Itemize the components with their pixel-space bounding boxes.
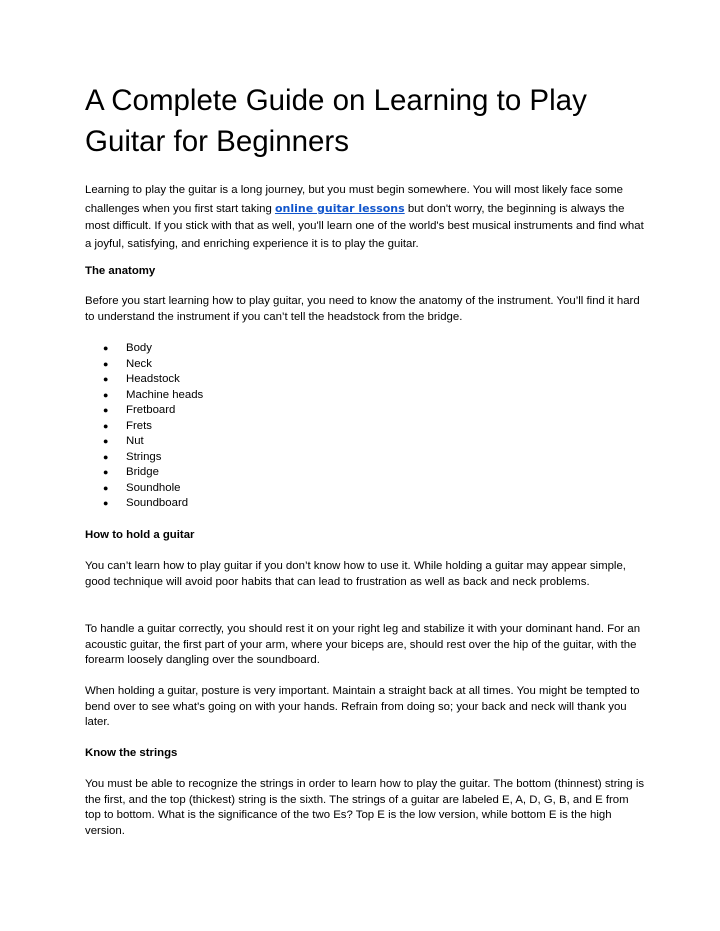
bullet-icon: ●	[103, 498, 109, 508]
list-item-label: Bridge	[126, 466, 159, 478]
list-item	[85, 403, 203, 419]
list-item	[85, 372, 203, 388]
bullet-icon: ●	[103, 405, 109, 415]
bullet-icon: ●	[103, 420, 109, 431]
list-item	[85, 419, 203, 435]
list-item	[85, 357, 203, 373]
list-item-label: Nut	[126, 435, 144, 447]
hold-paragraph-1: You can’t learn how to play guitar if you don’t know how to use it. While holding a guitar may appear simple, good technique will avoid poor habits that can lead to frustration as well as back and neck problems.	[85, 560, 626, 588]
guitar-parts-list	[85, 341, 203, 512]
list-item	[85, 434, 203, 450]
bullet-icon: ●	[103, 374, 109, 384]
list-item	[85, 450, 203, 466]
hold-paragraph-2: To handle a guitar correctly, you should rest it on your right leg and stabilize it with your dominant hand. For an acoustic guitar, the first part of your arm, where your biceps are, should rest over the hip of the guitar, with the forearm loosely dangling over the soundboard.	[85, 623, 641, 667]
document-title: A Complete Guide on Learning to Play Guitar for Beginners	[85, 84, 587, 158]
intro-paragraph	[85, 182, 645, 254]
bullet-icon: ●	[103, 343, 109, 353]
strings-paragraph: You must be able to recognize the strings in order to learn how to play the guitar. The bottom (thinnest) string is the first, and the top (thickest) string is the sixth. The strings of a guitar are labeled E, A, D, G, B, and E from top to bottom. What is the significance of the two Es? Top E is the low version, while bottom E is the high version.	[85, 778, 645, 837]
heading-know-strings: Know the strings	[85, 747, 178, 759]
intro-text-after: but don't worry, the beginning is always the most difficult. If you stick with that as well, you'll learn one of the world's best musical instruments and find what a joyful, satisfying, and enriching experience it is to play the guitar.	[85, 202, 644, 251]
list-item-label: Soundhole	[126, 481, 181, 494]
bullet-icon: ●	[103, 389, 109, 400]
list-item-label: Fretboard	[126, 404, 176, 416]
anatomy-paragraph: Before you start learning how to play guitar, you need to know the anatomy of the instrument. You’ll find it hard to understand the instrument if you can’t tell the headstock from the bridge.	[85, 295, 640, 323]
bullet-icon: ●	[103, 451, 109, 462]
list-item-label: Frets	[126, 419, 152, 432]
list-item	[85, 388, 203, 404]
heading-hold-guitar: How to hold a guitar	[85, 529, 195, 541]
list-item	[85, 341, 203, 357]
list-item-label: Headstock	[126, 373, 180, 385]
list-item	[85, 481, 203, 497]
intro-text-before: Learning to play the guitar is a long journey, but you must begin somewhere. You will most likely face some challenges when you first start taking	[85, 184, 623, 215]
online-guitar-lessons-link[interactable]: online guitar lessons	[274, 201, 405, 215]
list-item-label: Body	[126, 342, 152, 354]
bullet-icon: ●	[103, 358, 109, 369]
list-item	[85, 465, 203, 481]
list-item	[85, 496, 203, 512]
hold-paragraph-3: When holding a guitar, posture is very important. Maintain a straight back at all times. You might be tempted to bend over to see what's going on with your hands. Refrain from doing so; your back and neck will thank you later.	[85, 685, 640, 729]
heading-anatomy: The anatomy	[85, 265, 156, 277]
bullet-icon: ●	[103, 482, 109, 493]
list-item-label: Neck	[126, 357, 152, 370]
bullet-icon: ●	[103, 467, 109, 477]
list-item-label: Strings	[126, 450, 162, 463]
list-item-label: Machine heads	[126, 388, 204, 401]
bullet-icon: ●	[103, 436, 109, 446]
list-item-label: Soundboard	[126, 497, 189, 509]
